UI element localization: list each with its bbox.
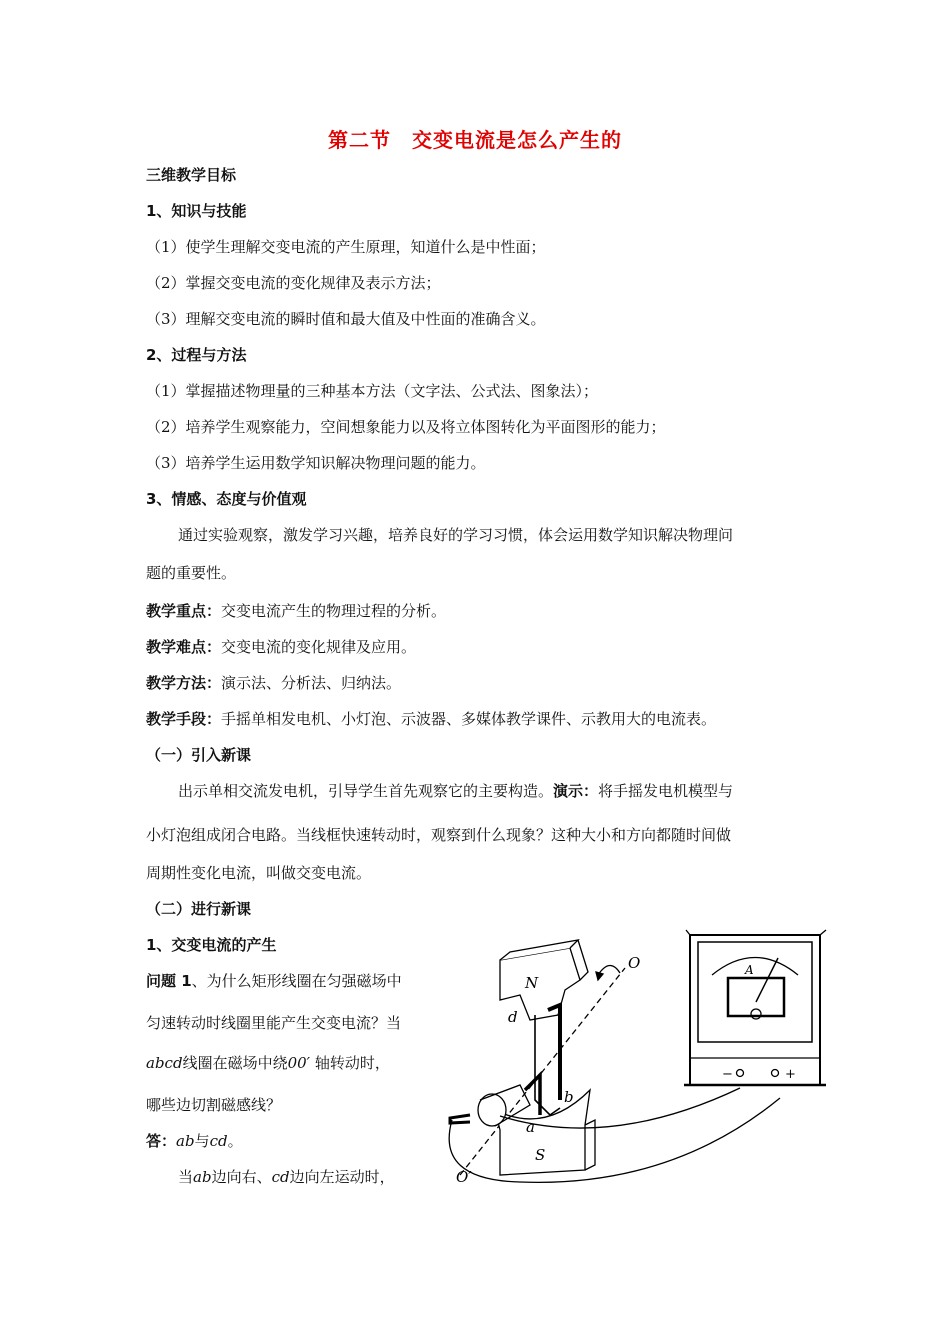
question-line4: 哪些边切割磁感线？ xyxy=(146,1096,282,1114)
label-minus: − xyxy=(722,1067,733,1082)
label-plus: + xyxy=(785,1067,796,1082)
generator-diagram xyxy=(440,920,830,1188)
part2-sub-heading: 1、交变电流的产生 xyxy=(146,936,277,954)
methods-label: 教学方法： xyxy=(146,674,222,692)
section2-heading: 2、过程与方法 xyxy=(146,346,247,364)
question-line3 xyxy=(146,1052,390,1073)
last-line-b: 边向右、 xyxy=(211,1168,272,1186)
means xyxy=(146,708,716,729)
label-n: N xyxy=(525,974,539,992)
part1-demo-label: 演示： xyxy=(553,782,599,800)
difficulties-label: 教学难点： xyxy=(146,638,222,656)
section1-item-2: （2）掌握交变电流的变化规律及表示方法； xyxy=(146,274,441,292)
section3-heading: 3、情感、态度与价值观 xyxy=(146,490,307,508)
question-line2: 匀速转动时线圈里能产生交变电流？当 xyxy=(146,1014,402,1032)
part1-line1-c: 将手摇发电机模型与 xyxy=(598,782,734,800)
question-label: 问题 1 xyxy=(146,972,192,990)
last-line-ab: ab xyxy=(193,1168,212,1186)
means-label: 教学手段： xyxy=(146,710,222,728)
section2-item-1: （1）掌握描述物理量的三种基本方法（文字法、公式法、图象法）； xyxy=(146,382,599,400)
section3-para-line2: 题的重要性。 xyxy=(146,564,237,582)
section2-item-2: （2）培养学生观察能力，空间想象能力以及将立体图转化为平面图形的能力； xyxy=(146,418,666,436)
question-line1 xyxy=(146,970,402,991)
answer-end: 。 xyxy=(227,1132,243,1150)
part1-line2: 小灯泡组成闭合电路。当线框快速转动时，观察到什么现象？这种大小和方向都随时间做 xyxy=(146,826,732,844)
coil-name: abcd xyxy=(146,1054,183,1072)
key-points-label: 教学重点： xyxy=(146,602,222,620)
question-text-3b: 线圈在磁场中绕 xyxy=(182,1054,288,1072)
part1-line1 xyxy=(178,780,733,801)
label-d: d xyxy=(508,1008,518,1026)
label-o-prime: O′ xyxy=(456,1168,472,1186)
label-s: S xyxy=(535,1146,546,1164)
goals-heading: 三维教学目标 xyxy=(146,166,237,184)
question-text-3d: 轴转动时， xyxy=(310,1054,390,1072)
section1-item-1: （1）使学生理解交变电流的产生原理，知道什么是中性面； xyxy=(146,238,546,256)
axis-name: 00′ xyxy=(287,1054,311,1072)
label-o: O xyxy=(628,954,641,972)
last-line-a: 当 xyxy=(178,1168,194,1186)
question-text-1: 、为什么矩形线圈在匀强磁场中 xyxy=(191,972,402,990)
answer-and: 与 xyxy=(194,1132,210,1150)
answer-cd: cd xyxy=(209,1132,228,1150)
key-points xyxy=(146,600,446,621)
last-line-cd: cd xyxy=(271,1168,290,1186)
last-line-c: 边向左运动时， xyxy=(289,1168,395,1186)
rotation-arrowhead xyxy=(596,972,603,980)
part1-line3: 周期性变化电流，叫做交变电流。 xyxy=(146,864,372,882)
section3-para-line1: 通过实验观察，激发学习兴趣，培养良好的学习习惯，体会运用数学知识解决物理问 xyxy=(178,526,734,544)
difficulties-text: 交变电流的变化规律及应用。 xyxy=(221,638,417,656)
answer-line xyxy=(146,1130,243,1151)
key-points-text: 交变电流产生的物理过程的分析。 xyxy=(221,602,447,620)
section1-heading: 1、知识与技能 xyxy=(146,202,247,220)
label-meter: A xyxy=(745,963,754,977)
page-title: 第二节 交变电流是怎么产生的 xyxy=(328,128,622,152)
coil-side-ab xyxy=(548,1005,560,1100)
section2-item-3: （3）培养学生运用数学知识解决物理问题的能力。 xyxy=(146,454,486,472)
means-text: 手摇单相发电机、小灯泡、示波器、多媒体教学课件、示教用大的电流表。 xyxy=(221,710,717,728)
part1-heading: （一）引入新课 xyxy=(146,746,252,764)
part2-heading: （二）进行新课 xyxy=(146,900,252,918)
answer-label: 答： xyxy=(146,1132,177,1150)
part1-line1-a: 出示单相交流发电机，引导学生首先观察它的主要构造。 xyxy=(178,782,554,800)
difficulties xyxy=(146,636,416,657)
section1-item-3: （3）理解交变电流的瞬时值和最大值及中性面的准确含义。 xyxy=(146,310,546,328)
methods-text: 演示法、分析法、归纳法。 xyxy=(221,674,402,692)
methods xyxy=(146,672,401,693)
answer-ab: ab xyxy=(176,1132,195,1150)
last-line xyxy=(178,1166,395,1187)
label-b: b xyxy=(564,1088,574,1106)
label-a: a xyxy=(526,1118,535,1136)
